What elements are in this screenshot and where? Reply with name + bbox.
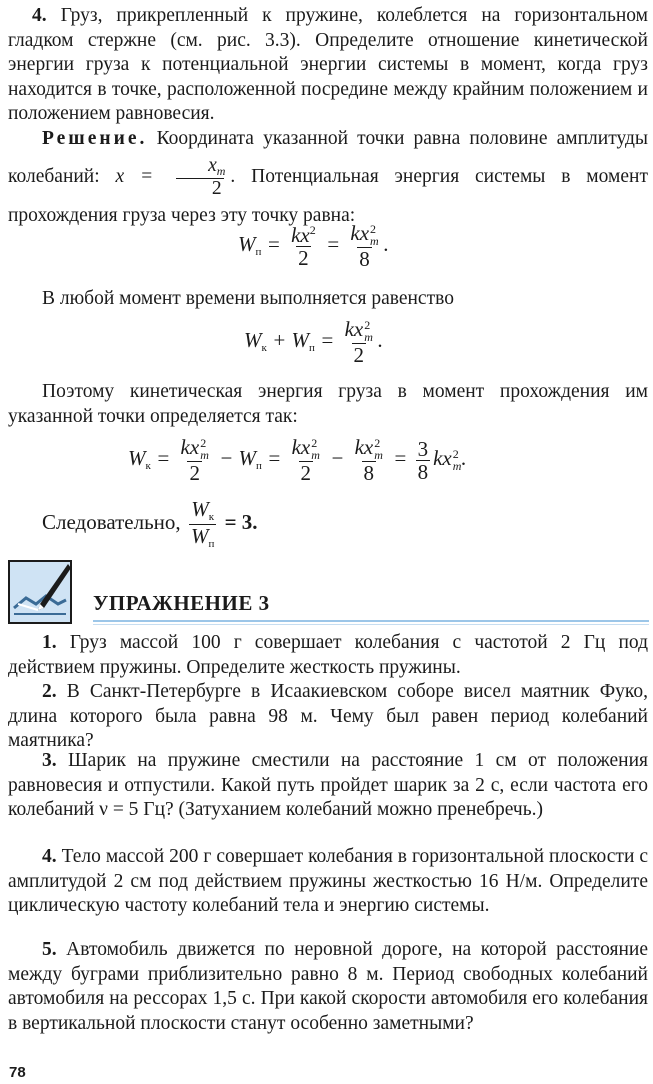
exercise-item — [8, 749, 648, 823]
exercise-item-number: 1. — [42, 632, 57, 653]
exercise-item-text: Автомобиль движется по неровной дороге, на которой расстояние между буграми приблизительно равно 8 м. Период свободных колебаний автомобиля на рессорах 1,5 с. При какой скорости автомобиля его колебания в вертикальной плоскости станут особенно заметными? — [8, 939, 648, 1034]
formula-potential-energy: Wп = $\frac{kx^2}{2}$ = kx 2 m 8 . — [238, 221, 389, 272]
exercise-item-number: 4. — [42, 846, 57, 867]
problem-text: Груз, прикрепленный к пружине, колеблется на горизонтальном гладком стержне (см. рис. 3.3). Определите отношение кинетической энергии груза к потенциальной энергии системы в момент, когда груз находится в точке, расположенной посредине между крайним положением и положением равновесия. — [8, 5, 648, 124]
solution-paragraph-2 — [42, 287, 642, 312]
solution-label: Решение. — [42, 128, 148, 149]
solution-text-2: Потенциальная энергия системы в момент прохождения груза через эту точку равна: — [8, 166, 648, 227]
exercise-item-text: Тело массой 200 г совершает колебания в горизонтальной плоскости с амплитудой 2 см под действием пружины жесткостью 16 Н/м. Определите циклическую частоту колебаний тела и энергию системы. — [8, 846, 649, 916]
exercise-item-text: Груз массой 100 г совершает колебания с частотой 2 Гц под действием пружины. Определите жесткость пружины. — [8, 632, 648, 678]
exercise-item — [8, 845, 648, 919]
solution-text-4: Поэтому кинетическая энергия груза в момент прохождения им указанной точки определяется так: — [8, 381, 648, 427]
solution-text-5: Следовательно, — [42, 509, 181, 534]
formula-x-half-amplitude: x = $\frac{x_m}{2}$ — [115, 155, 226, 199]
exercise-item-number: 5. — [42, 939, 57, 960]
exercise-item-text: Шарик на пружине сместили на расстояние 1 см от положения равновесия и отпустили. Какой путь пройдет шарик за 2 с, если частота его колебаний ν = 5 Гц? (Затуханием колебаний можно пренебречь.) — [8, 750, 649, 820]
exercise-item — [8, 680, 648, 754]
solution-text-1: Координата указанной точки равна половине амплитуды колебаний: — [8, 128, 648, 187]
solution-paragraph-3 — [8, 380, 648, 429]
problem-number: 4. — [32, 5, 47, 26]
formula-ratio-result: = 3. — [224, 509, 258, 534]
exercise-item — [8, 938, 648, 1036]
formula-energy-conservation: Wк + Wп = kx 2 m 2 . — [244, 317, 384, 368]
exercise-item — [8, 631, 648, 680]
exercise-divider — [93, 620, 649, 622]
exercise-divider-thin — [93, 624, 649, 625]
pencil-paper-icon — [8, 560, 72, 624]
problem-4 — [8, 4, 648, 127]
exercise-item-text: В Санкт-Петербурге в Исаакиевском соборе висел маятник Фуко, длина которого была равна 98 м. Чему был равен период колебаний маятника? — [8, 681, 649, 751]
solution-conclusion — [42, 498, 258, 550]
formula-energy-ratio: $\frac{Wк}{Wп}$ — [190, 497, 215, 550]
exercise-item-number: 3. — [42, 750, 57, 771]
page-number: 78 — [9, 1064, 26, 1081]
solution-text-3: В любой момент времени выполняется равенство — [42, 288, 454, 309]
exercise-title: УПРАЖНЕНИЕ 3 — [93, 591, 270, 615]
solution-paragraph-1: Решение. Координата указанной точки равна половине амплитуды колебаний: x = $\frac{x_m}{2}$ . Потенциальная энергия системы в момент прохождения груза через эту точку равна: — [8, 128, 648, 227]
exercise-item-number: 2. — [42, 681, 57, 702]
formula-kinetic-energy: Wк = kx 2 m 2 − Wп = kx 2 m 2 − kx 2 m 8 = $\frac{3}{8}$ kx 2 m . — [128, 435, 467, 486]
